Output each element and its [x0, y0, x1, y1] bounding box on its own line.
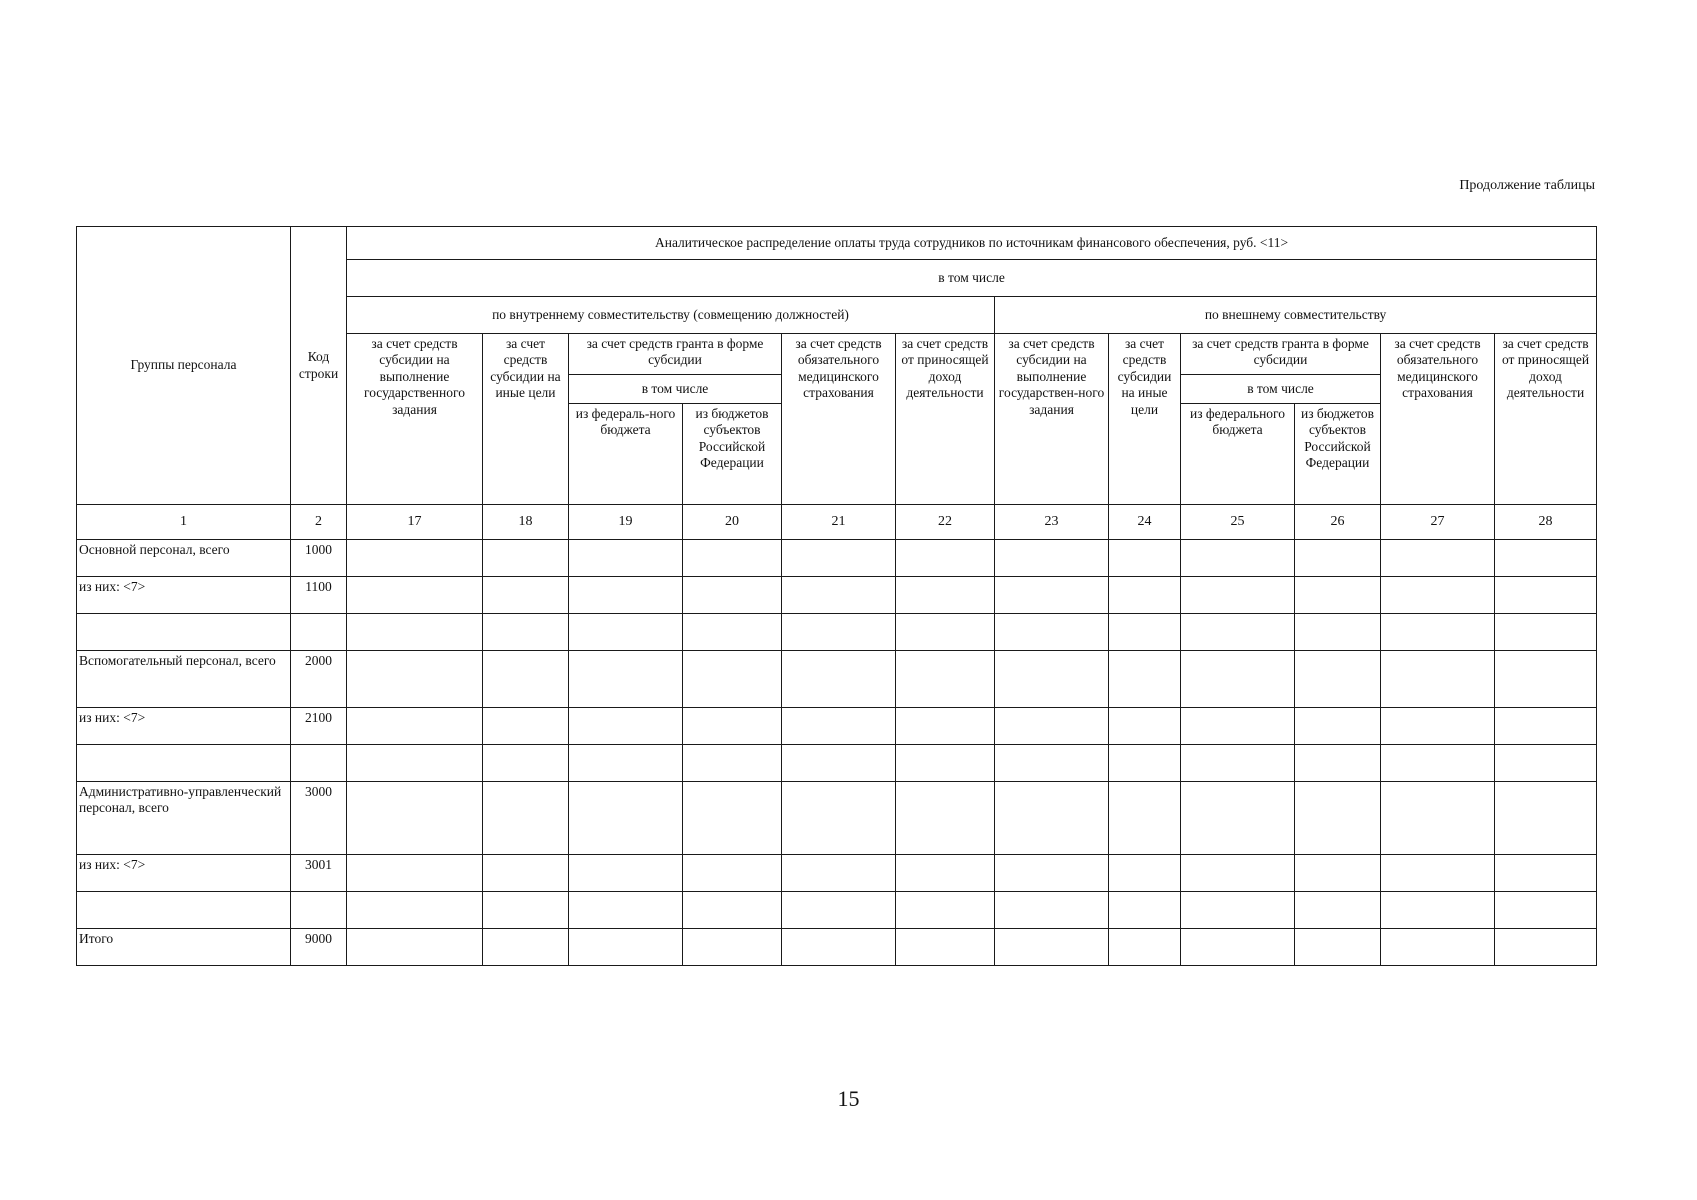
value-cell[interactable]: [569, 745, 683, 782]
value-cell[interactable]: [1181, 855, 1295, 892]
value-cell[interactable]: [1109, 745, 1181, 782]
value-cell[interactable]: [1381, 614, 1495, 651]
value-cell[interactable]: [896, 708, 995, 745]
value-cell[interactable]: [1295, 540, 1381, 577]
row-code: 3001: [291, 855, 347, 892]
row-code: [291, 614, 347, 651]
table-row: [77, 855, 1597, 892]
value-cell[interactable]: [483, 855, 569, 892]
value-cell[interactable]: [347, 855, 483, 892]
column-number: 25: [1181, 505, 1295, 540]
value-cell[interactable]: [347, 651, 483, 708]
value-cell[interactable]: [483, 745, 569, 782]
value-cell[interactable]: [995, 855, 1109, 892]
value-cell[interactable]: [782, 651, 896, 708]
value-cell[interactable]: [483, 782, 569, 855]
row-label: из них: <7>: [77, 855, 291, 892]
internal-grant-including: в том числе: [569, 375, 782, 404]
value-cell[interactable]: [1181, 892, 1295, 929]
value-cell[interactable]: [1295, 855, 1381, 892]
external-subsidy-state-task: за счет средств субсидии на выполнение государствен-ного задания: [995, 334, 1109, 505]
value-cell[interactable]: [896, 577, 995, 614]
value-cell[interactable]: [896, 855, 995, 892]
column-numbers-row: [77, 505, 1597, 540]
value-cell[interactable]: [995, 614, 1109, 651]
external-grant-federal: из федерального бюджета: [1181, 404, 1295, 505]
value-cell[interactable]: [995, 577, 1109, 614]
value-cell[interactable]: [1495, 540, 1597, 577]
payroll-distribution-table: [76, 226, 1597, 966]
value-cell[interactable]: [483, 614, 569, 651]
value-cell[interactable]: [782, 540, 896, 577]
row-label: [77, 614, 291, 651]
row-label: Административно-управленческий персонал, всего: [77, 782, 291, 855]
column-number: 28: [1495, 505, 1597, 540]
page-number: 15: [837, 1086, 860, 1111]
value-cell[interactable]: [683, 892, 782, 929]
value-cell[interactable]: [683, 929, 782, 966]
value-cell[interactable]: [347, 577, 483, 614]
value-cell[interactable]: [347, 929, 483, 966]
value-cell[interactable]: [683, 540, 782, 577]
header-including: в том числе: [347, 260, 1597, 297]
value-cell[interactable]: [1381, 540, 1495, 577]
table-row: [77, 651, 1597, 708]
row-code: 9000: [291, 929, 347, 966]
internal-med-insurance: за счет средств обязательного медицинского страхования: [782, 334, 896, 505]
value-cell[interactable]: [896, 929, 995, 966]
value-cell[interactable]: [569, 651, 683, 708]
value-cell[interactable]: [1295, 782, 1381, 855]
internal-income-activity: за счет средств от приносящей доход деятельности: [896, 334, 995, 505]
internal-subsidy-state-task: за счет средств субсидии на выполнение государственного задания: [347, 334, 483, 505]
value-cell[interactable]: [1381, 782, 1495, 855]
value-cell[interactable]: [483, 651, 569, 708]
value-cell[interactable]: [995, 929, 1109, 966]
column-number: 27: [1381, 505, 1495, 540]
value-cell[interactable]: [1495, 651, 1597, 708]
value-cell[interactable]: [569, 577, 683, 614]
internal-subsidy-other: за счет средств субсидии на иные цели: [483, 334, 569, 505]
value-cell[interactable]: [995, 892, 1109, 929]
value-cell[interactable]: [1181, 614, 1295, 651]
value-cell[interactable]: [995, 708, 1109, 745]
table-row: [77, 708, 1597, 745]
value-cell[interactable]: [1381, 708, 1495, 745]
row-code: 1100: [291, 577, 347, 614]
value-cell[interactable]: [683, 708, 782, 745]
value-cell[interactable]: [1181, 651, 1295, 708]
value-cell[interactable]: [782, 855, 896, 892]
row-label: Вспомогательный персонал, всего: [77, 651, 291, 708]
table-row: [77, 782, 1597, 855]
column-number: 19: [569, 505, 683, 540]
row-code: [291, 745, 347, 782]
header-internal: по внутреннему совместительству (совмещению должностей): [347, 297, 995, 334]
value-cell[interactable]: [1495, 929, 1597, 966]
value-cell[interactable]: [782, 577, 896, 614]
value-cell[interactable]: [1495, 708, 1597, 745]
value-cell[interactable]: [896, 745, 995, 782]
value-cell[interactable]: [1381, 855, 1495, 892]
value-cell[interactable]: [569, 540, 683, 577]
value-cell[interactable]: [1495, 577, 1597, 614]
value-cell[interactable]: [896, 892, 995, 929]
value-cell[interactable]: [1109, 614, 1181, 651]
value-cell[interactable]: [1495, 782, 1597, 855]
value-cell[interactable]: [1295, 745, 1381, 782]
value-cell[interactable]: [683, 651, 782, 708]
value-cell[interactable]: [896, 651, 995, 708]
row-code: 2000: [291, 651, 347, 708]
value-cell[interactable]: [1109, 929, 1181, 966]
value-cell[interactable]: [1495, 614, 1597, 651]
value-cell[interactable]: [1295, 708, 1381, 745]
row-code: 2100: [291, 708, 347, 745]
value-cell[interactable]: [1109, 708, 1181, 745]
header-main-title: Аналитическое распределение оплаты труда сотрудников по источникам финансового обеспечения, руб. <11>: [347, 227, 1597, 260]
value-cell[interactable]: [483, 892, 569, 929]
value-cell[interactable]: [896, 782, 995, 855]
value-cell[interactable]: [1109, 651, 1181, 708]
value-cell[interactable]: [1381, 745, 1495, 782]
value-cell[interactable]: [683, 577, 782, 614]
column-number: 23: [995, 505, 1109, 540]
value-cell[interactable]: [347, 782, 483, 855]
value-cell[interactable]: [683, 855, 782, 892]
value-cell[interactable]: [1109, 855, 1181, 892]
value-cell[interactable]: [1381, 577, 1495, 614]
value-cell[interactable]: [683, 614, 782, 651]
table-row: [77, 892, 1597, 929]
external-med-insurance: за счет средств обязательного медицинского страхования: [1381, 334, 1495, 505]
internal-grant-regional: из бюджетов субъектов Российской Федерации: [683, 404, 782, 505]
value-cell[interactable]: [1109, 782, 1181, 855]
row-code: 3000: [291, 782, 347, 855]
value-cell[interactable]: [1181, 929, 1295, 966]
value-cell[interactable]: [483, 929, 569, 966]
row-label: из них: <7>: [77, 577, 291, 614]
row-code: 1000: [291, 540, 347, 577]
table-row: [77, 540, 1597, 577]
value-cell[interactable]: [569, 855, 683, 892]
value-cell[interactable]: [782, 929, 896, 966]
value-cell[interactable]: [782, 708, 896, 745]
column-number: 22: [896, 505, 995, 540]
value-cell[interactable]: [995, 745, 1109, 782]
table-row: [77, 929, 1597, 966]
value-cell[interactable]: [1295, 577, 1381, 614]
column-number: 1: [77, 505, 291, 540]
external-grant-including: в том числе: [1181, 375, 1381, 404]
value-cell[interactable]: [569, 782, 683, 855]
continuation-label: Продолжение таблицы: [1459, 178, 1595, 193]
external-income-activity: за счет средств от приносящей доход деятельности: [1495, 334, 1597, 505]
value-cell[interactable]: [1181, 745, 1295, 782]
value-cell[interactable]: [782, 745, 896, 782]
row-code: [291, 892, 347, 929]
column-number: 26: [1295, 505, 1381, 540]
external-grant-regional: из бюджетов субъектов Российской Федерации: [1295, 404, 1381, 505]
value-cell[interactable]: [1495, 892, 1597, 929]
value-cell[interactable]: [1381, 651, 1495, 708]
value-cell[interactable]: [569, 929, 683, 966]
value-cell[interactable]: [1181, 540, 1295, 577]
value-cell[interactable]: [896, 614, 995, 651]
external-subsidy-other: за счет средств субсидии на иные цели: [1109, 334, 1181, 505]
value-cell[interactable]: [1109, 577, 1181, 614]
value-cell[interactable]: [1495, 855, 1597, 892]
column-number: 18: [483, 505, 569, 540]
column-number: 21: [782, 505, 896, 540]
column-number: 20: [683, 505, 782, 540]
value-cell[interactable]: [1109, 540, 1181, 577]
value-cell[interactable]: [569, 614, 683, 651]
value-cell[interactable]: [347, 614, 483, 651]
value-cell[interactable]: [1181, 577, 1295, 614]
value-cell[interactable]: [782, 614, 896, 651]
value-cell[interactable]: [782, 782, 896, 855]
value-cell[interactable]: [1181, 708, 1295, 745]
value-cell[interactable]: [347, 540, 483, 577]
header-code: Код строки: [291, 227, 347, 505]
value-cell[interactable]: [483, 577, 569, 614]
value-cell[interactable]: [1381, 892, 1495, 929]
value-cell[interactable]: [1295, 892, 1381, 929]
header-external: по внешнему совместительству: [995, 297, 1597, 334]
row-label: [77, 745, 291, 782]
value-cell[interactable]: [995, 782, 1109, 855]
row-label: Основной персонал, всего: [77, 540, 291, 577]
value-cell[interactable]: [782, 892, 896, 929]
row-label: Итого: [77, 929, 291, 966]
value-cell[interactable]: [347, 892, 483, 929]
value-cell[interactable]: [995, 540, 1109, 577]
value-cell[interactable]: [1181, 782, 1295, 855]
column-number: 2: [291, 505, 347, 540]
value-cell[interactable]: [1381, 929, 1495, 966]
value-cell[interactable]: [1295, 614, 1381, 651]
table-row: [77, 614, 1597, 651]
table-row: [77, 745, 1597, 782]
value-cell[interactable]: [995, 651, 1109, 708]
column-number: 17: [347, 505, 483, 540]
value-cell[interactable]: [569, 708, 683, 745]
internal-grant: за счет средств гранта в форме субсидии: [569, 334, 782, 375]
row-label: из них: <7>: [77, 708, 291, 745]
value-cell[interactable]: [347, 745, 483, 782]
external-grant: за счет средств гранта в форме субсидии: [1181, 334, 1381, 375]
value-cell[interactable]: [1295, 929, 1381, 966]
internal-grant-federal: из федераль-ного бюджета: [569, 404, 683, 505]
value-cell[interactable]: [1495, 745, 1597, 782]
value-cell[interactable]: [347, 708, 483, 745]
value-cell[interactable]: [483, 708, 569, 745]
header-groups: Группы персонала: [77, 227, 291, 505]
value-cell[interactable]: [683, 745, 782, 782]
column-number: 24: [1109, 505, 1181, 540]
value-cell[interactable]: [896, 540, 995, 577]
value-cell[interactable]: [1109, 892, 1181, 929]
table-row: [77, 577, 1597, 614]
value-cell[interactable]: [569, 892, 683, 929]
value-cell[interactable]: [1295, 651, 1381, 708]
value-cell[interactable]: [483, 540, 569, 577]
row-label: [77, 892, 291, 929]
value-cell[interactable]: [683, 782, 782, 855]
